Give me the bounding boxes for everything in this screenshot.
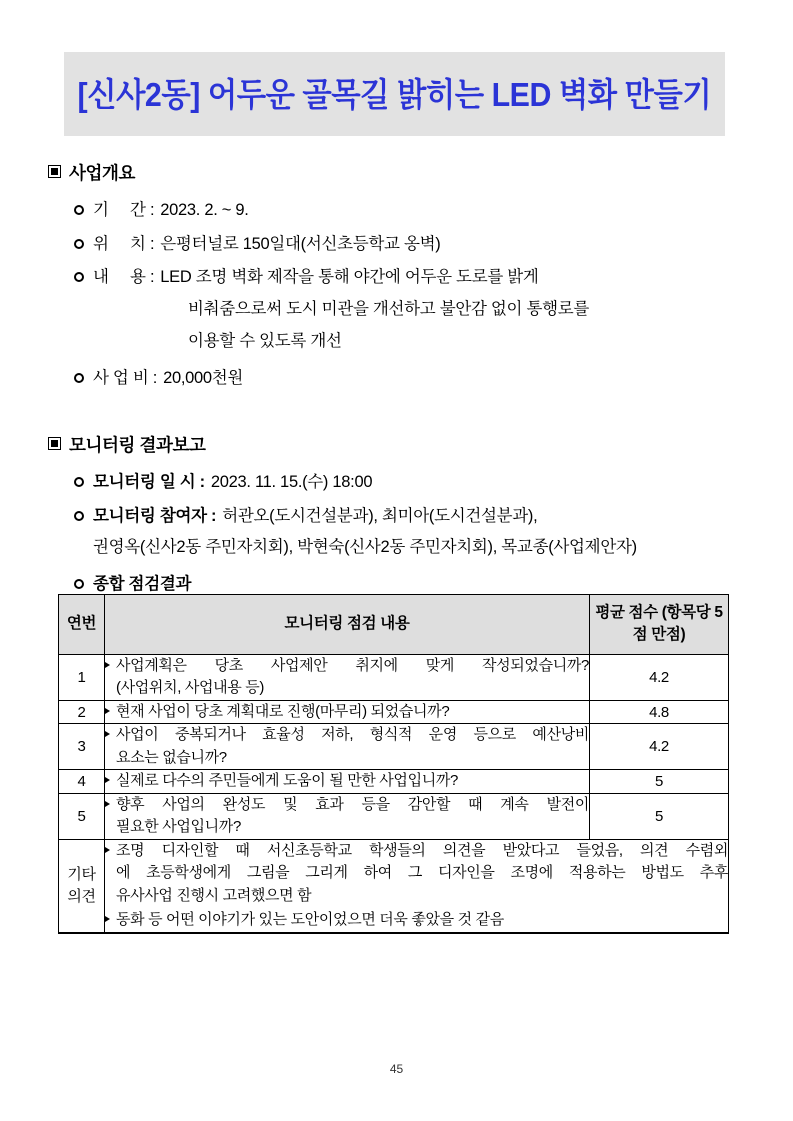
- overview-item-content: [74, 264, 793, 291]
- circle-bullet-icon: [74, 373, 84, 383]
- row-number: 4: [59, 770, 105, 794]
- circle-bullet-icon: [74, 579, 84, 589]
- section-bullet-square-icon: [48, 437, 61, 450]
- etc-opinion-line: 조명 디자인할 때 서신초등학교 학생들의 의견을 받았다고 들었음, 의견 수렴외: [116, 841, 728, 859]
- etc-opinion-line: 유사사업 진행시 고려했으면 함: [116, 886, 312, 904]
- document-title-banner: [64, 52, 725, 136]
- table-header-row: [59, 595, 729, 655]
- section-heading-monitoring: [48, 432, 793, 457]
- etc-opinion-label-line1: 기타: [67, 866, 96, 884]
- triangle-bullet-icon: [105, 708, 110, 714]
- triangle-bullet-icon: [105, 847, 110, 853]
- table-header-no: 연번: [59, 595, 105, 655]
- circle-bullet-icon: [74, 272, 84, 282]
- section-heading-text: 사업개요: [69, 163, 136, 183]
- row-number: 2: [59, 700, 105, 724]
- circle-bullet-icon: [74, 205, 84, 215]
- etc-opinion-line: 동화 등 어떤 이야기가 있는 도안이었으면 더욱 좋았을 것 같음: [116, 911, 504, 929]
- overview-location-label: 위 치 :: [93, 234, 155, 253]
- overview-content-label: 내 용 :: [93, 268, 155, 287]
- etc-opinion-label: [59, 839, 105, 933]
- overview-item-budget: [74, 365, 793, 392]
- etc-opinion-label-line2: 의견: [67, 887, 96, 905]
- row-content: [105, 700, 590, 724]
- circle-bullet-icon: [74, 477, 84, 487]
- table-header-score-line2: (항목당 5점 만점): [632, 604, 723, 644]
- overview-content-value: LED 조명 벽화 제작을 통해 야간에 어두운 도로를 밝게: [160, 268, 539, 287]
- triangle-bullet-icon: [105, 801, 110, 807]
- monitoring-datetime-label: 모니터링 일 시 :: [93, 473, 205, 491]
- row-content-line: 필요한 사업입니까?: [116, 818, 241, 836]
- monitoring-datetime-row: [74, 469, 793, 496]
- row-score: 4.8: [590, 700, 729, 724]
- table-body: [59, 654, 729, 933]
- page-number: 45: [389, 1062, 404, 1076]
- overview-period-value: 2023. 2. ~ 9.: [160, 201, 249, 219]
- page-title: [신사2동] 어두운 골목길 밝히는 LED 벽화 만들기: [77, 75, 712, 113]
- overview-budget-label: 사 업 비 :: [93, 368, 158, 387]
- row-content-line: 향후 사업의 완성도 및 효과 등을 감안할 때 계속 발전이: [116, 795, 589, 813]
- row-content: [105, 793, 590, 839]
- row-score: 4.2: [590, 724, 729, 770]
- overview-content-line2: 비춰줌으로써 도시 미관을 개선하고 불안감 없이 통행로를: [188, 300, 590, 319]
- monitoring-participants-label: 모니터링 참여자 :: [93, 506, 217, 525]
- table-header-score: [590, 595, 729, 655]
- row-content-line: 요소는 없습니까?: [116, 748, 227, 766]
- circle-bullet-icon: [74, 239, 84, 249]
- row-content-line: 사업이 중복되거나 효율성 저하, 형식적 운영 등으로 예산낭비: [116, 726, 589, 744]
- row-content: [105, 654, 590, 700]
- row-number: 1: [59, 654, 105, 700]
- table-row: [59, 700, 729, 724]
- monitoring-participants-row: [74, 503, 793, 530]
- triangle-bullet-icon: [105, 777, 110, 783]
- table-header: [59, 595, 729, 655]
- row-content: [105, 770, 590, 794]
- overview-item-period: [74, 197, 793, 224]
- row-score: 5: [590, 793, 729, 839]
- overview-content-line3: 이용할 수 있도록 개선: [188, 331, 342, 350]
- row-content-line: (사업위치, 사업내용 등): [116, 679, 265, 697]
- triangle-bullet-icon: [105, 731, 110, 737]
- section-bullet-square-icon: [48, 165, 61, 178]
- row-content-line: 현재 사업이 당초 계획대로 진행(마무리) 되었습니까?: [116, 702, 450, 720]
- overview-item-location: [74, 231, 793, 258]
- overview-budget-value: 20,000천원: [163, 368, 244, 387]
- monitoring-datetime-value: 2023. 11. 15.(수) 18:00: [210, 473, 373, 491]
- row-score: 4.2: [590, 654, 729, 700]
- table-header-content: 모니터링 점검 내용: [105, 595, 590, 655]
- row-content-line: 사업계획은 당초 사업제안 취지에 맞게 작성되었습니까?: [116, 656, 589, 674]
- table-row: [59, 724, 729, 770]
- etc-opinion-line: 에 초등학생에게 그림을 그리게 하여 그 디자인을 조명에 적용하는 방법도 추후: [116, 864, 728, 882]
- table-row: [59, 793, 729, 839]
- triangle-bullet-icon: [105, 916, 110, 922]
- row-content: [105, 724, 590, 770]
- circle-bullet-icon: [74, 511, 84, 521]
- section-heading-text: 모니터링 결과보고: [69, 435, 206, 455]
- row-number: 5: [59, 793, 105, 839]
- monitoring-participants-value: 허관오(도시건설분과), 최미아(도시건설분과),: [222, 506, 538, 525]
- row-number: 3: [59, 724, 105, 770]
- table-header-score-line1: 평균 점수: [595, 604, 658, 621]
- monitoring-results-table: [58, 594, 729, 934]
- table-row: [59, 654, 729, 700]
- triangle-bullet-icon: [105, 662, 110, 668]
- monitoring-result-label: 종합 점검결과: [93, 575, 192, 594]
- row-score: 5: [590, 770, 729, 794]
- table-row: [59, 770, 729, 794]
- monitoring-participants-line2: 권영옥(신사2동 주민자치회), 박현숙(신사2동 주민자치회), 목교종(사업제안자): [93, 538, 637, 557]
- section-project-overview: [0, 160, 793, 391]
- table-row-etc-opinion: [59, 839, 729, 933]
- etc-opinion-content: [105, 839, 729, 933]
- section-heading-overview: [48, 160, 793, 185]
- row-content-line: 실제로 다수의 주민들에게 도움이 될 만한 사업입니까?: [116, 772, 458, 790]
- overview-location-value: 은평터널로 150일대(서신초등학교 옹벽): [160, 234, 441, 253]
- section-monitoring-report: [0, 432, 793, 598]
- overview-period-label: 기 간 :: [93, 201, 155, 219]
